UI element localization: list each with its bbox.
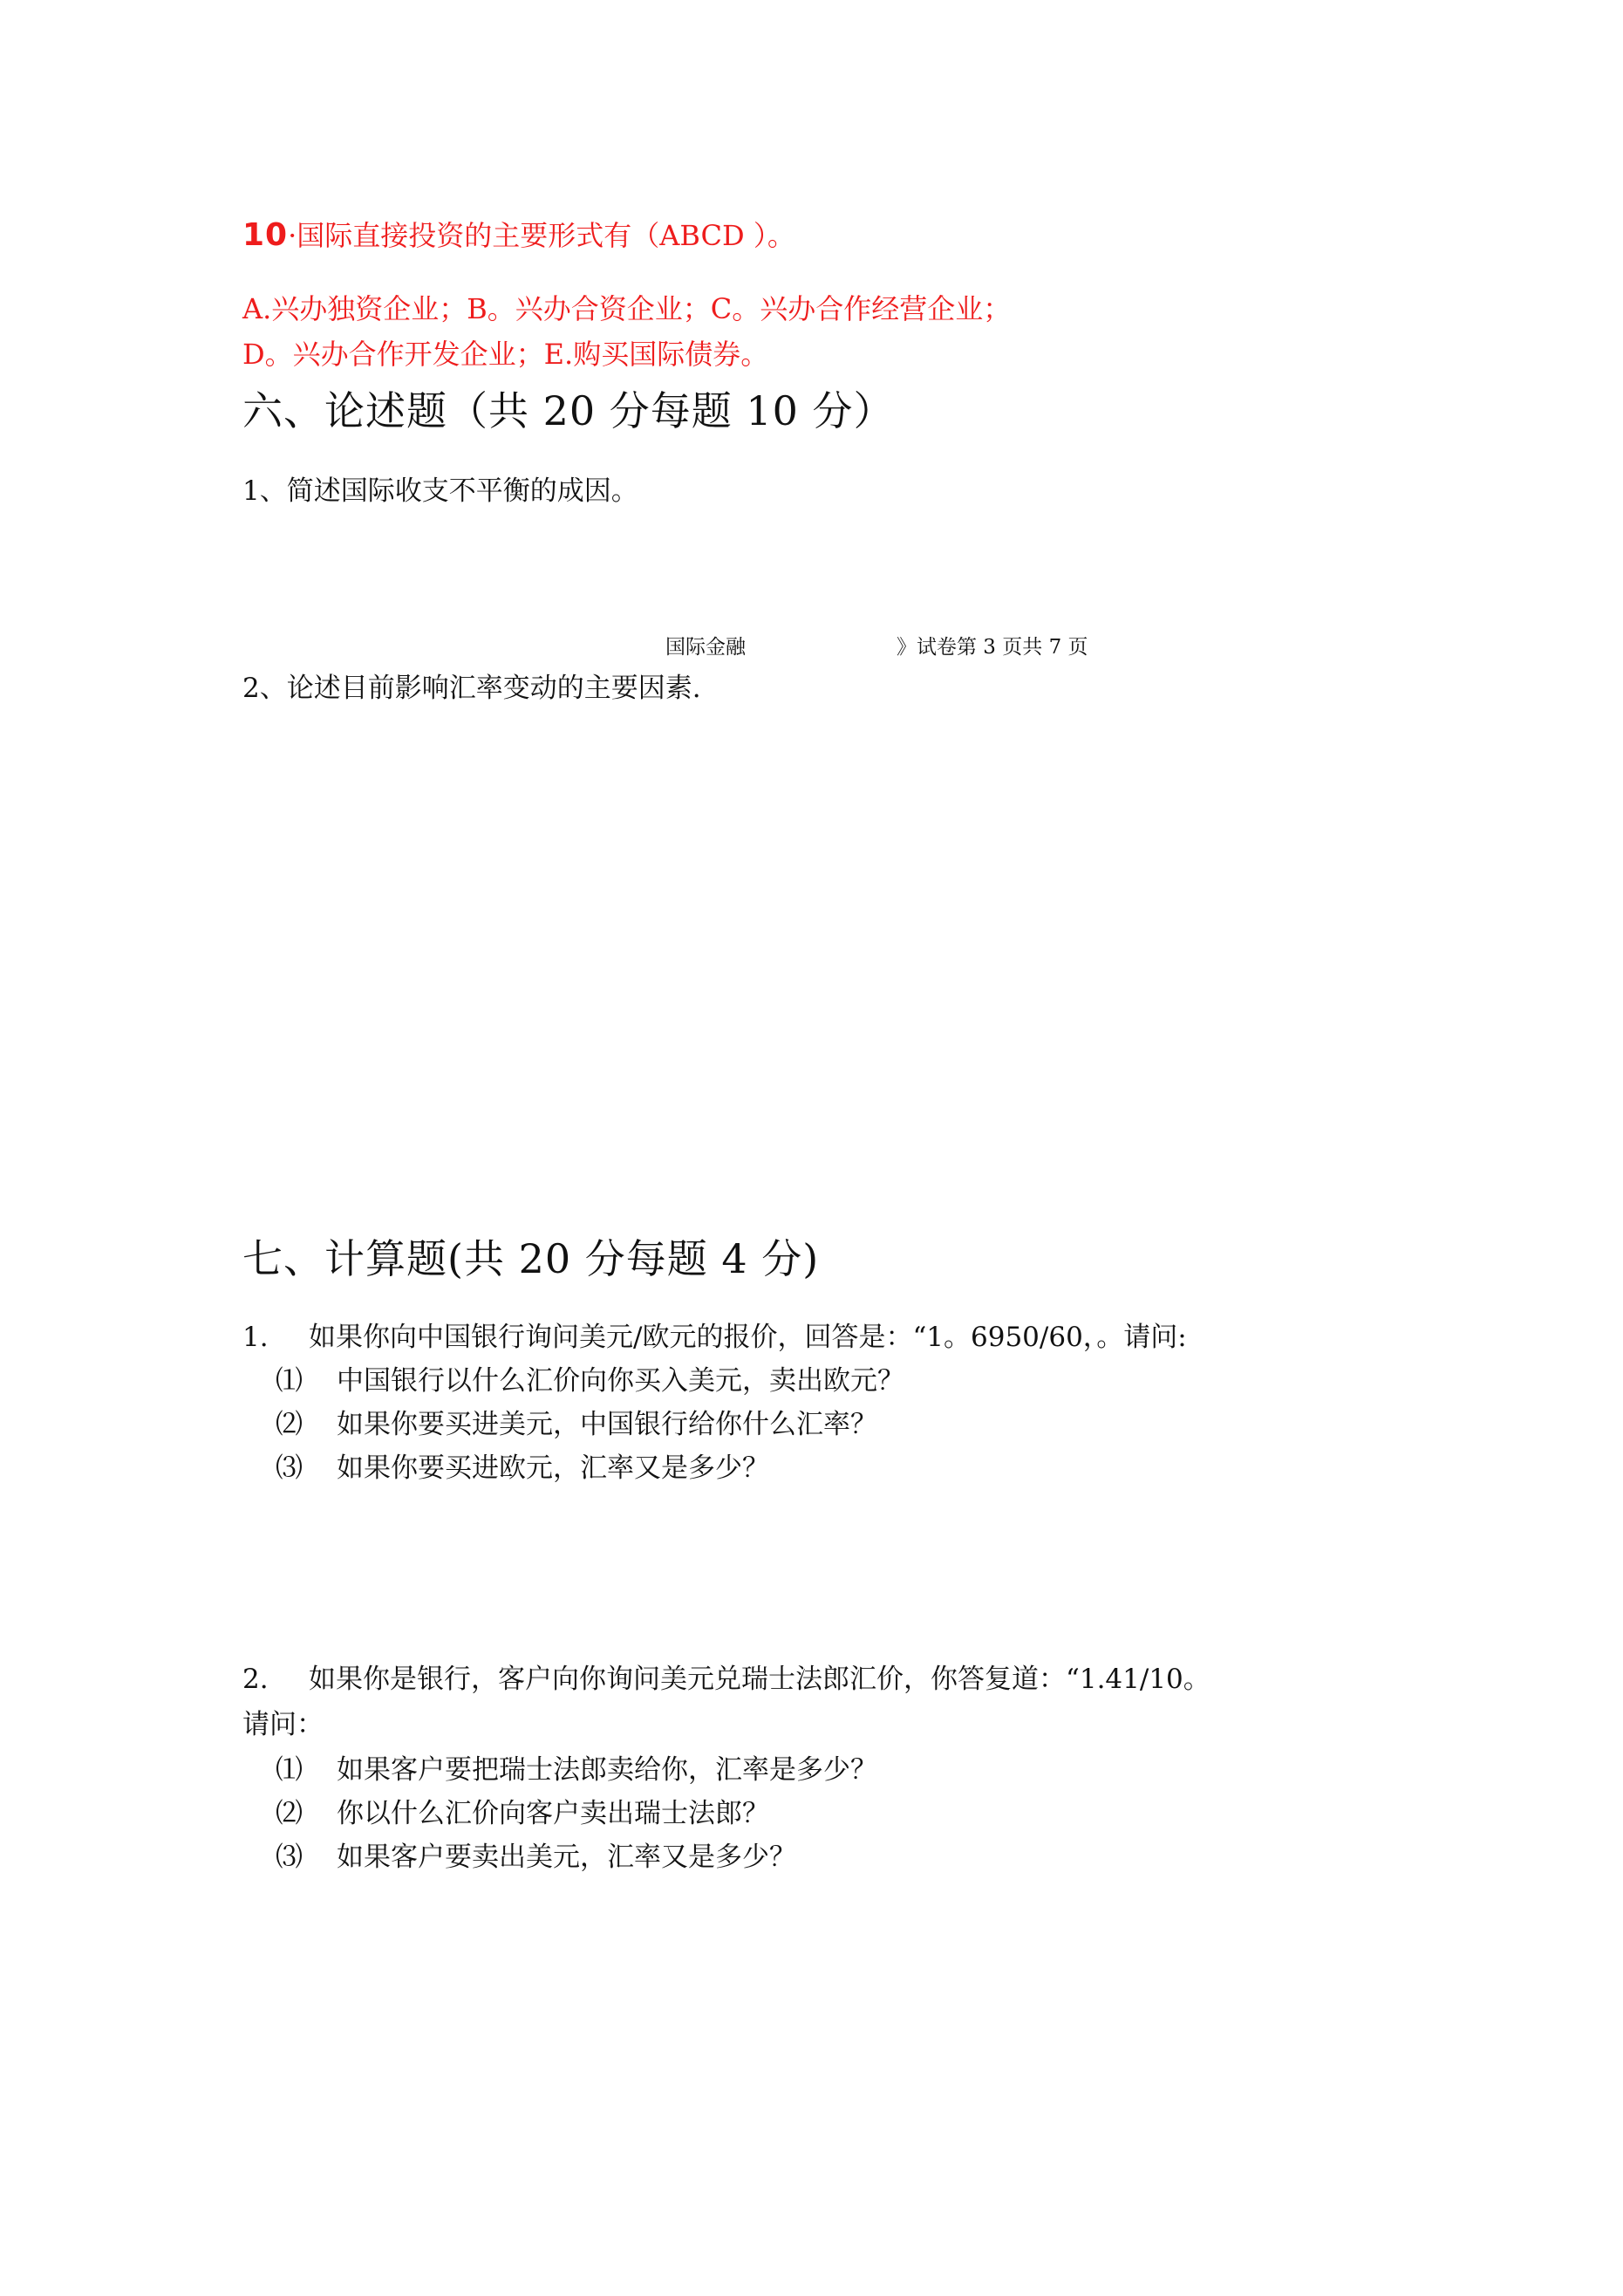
essay-question-2: 2、论述目前影响汇率变动的主要因素. [242,673,701,704]
footer-page-info: 》试卷第 3 页共 7 页 [897,636,1088,659]
sub-text: 如果你要买进美元，中国银行给你什么汇率？ [337,1409,877,1440]
calc-question-1-sub-1 [276,1365,904,1397]
sub-text: 你以什么汇价向客户卖出瑞士法郎？ [337,1798,769,1829]
essay-question-1: 1、简述国际收支不平衡的成因。 [242,475,638,507]
calc-question-2-ask: 请问： [242,1709,324,1740]
sub-number: ⑵ [276,1798,303,1829]
sub-number: ⑴ [276,1365,303,1397]
sub-text: 如果客户要把瑞士法郎卖给你，汇率是多少？ [337,1754,877,1786]
sub-number: ⑶ [276,1842,303,1873]
question-10-title [242,217,795,253]
sub-number: ⑶ [276,1452,303,1484]
sub-text: 中国银行以什么汇价向你买入美元，卖出欧元？ [337,1365,904,1397]
calc-question-2-sub-2 [276,1798,769,1829]
calc-question-2-text: 如果你是银行，客户向你询问美元兑瑞士法郎汇价，你答复道：“1.41/10。 [309,1664,1210,1695]
sub-number: ⑵ [276,1409,303,1440]
calc-question-2-sub-3 [276,1844,796,1871]
calc-question-2-sub-1 [276,1754,877,1786]
calc-question-2-number: 2. [242,1664,269,1695]
question-10-number: 10 [242,217,289,253]
question-10-text: ·国际直接投资的主要形式有（ABCD ）。 [288,219,795,252]
sub-text: 如果客户要卖出美元，汇率又是多少？ [337,1842,796,1873]
calc-question-1-sub-2 [276,1411,877,1438]
calc-question-1-number: 1. [242,1322,269,1353]
section-7-heading: 七、计算题(共 20 分每题 4 分) [242,1235,820,1282]
footer-course-name: 国际金融 [665,636,746,659]
section-6-heading: 六、论述题（共 20 分每题 10 分） [242,387,895,434]
sub-number: ⑴ [276,1754,303,1786]
calc-question-1-sub-3 [276,1452,769,1484]
sub-text: 如果你要买进欧元，汇率又是多少？ [337,1452,769,1484]
calc-question-2-stem [242,1666,1210,1693]
calc-question-1-text: 如果你向中国银行询问美元/欧元的报价，回答是：“1。6950/60，。请问: [309,1322,1187,1353]
calc-question-1-stem [242,1324,1187,1351]
question-10-options-line-2: D。兴办合作开发企业；E.购买国际债券。 [242,338,769,371]
question-10-options-line-1: A.兴办独资企业；B。兴办合资企业；C。兴办合作经营企业； [242,292,1012,325]
